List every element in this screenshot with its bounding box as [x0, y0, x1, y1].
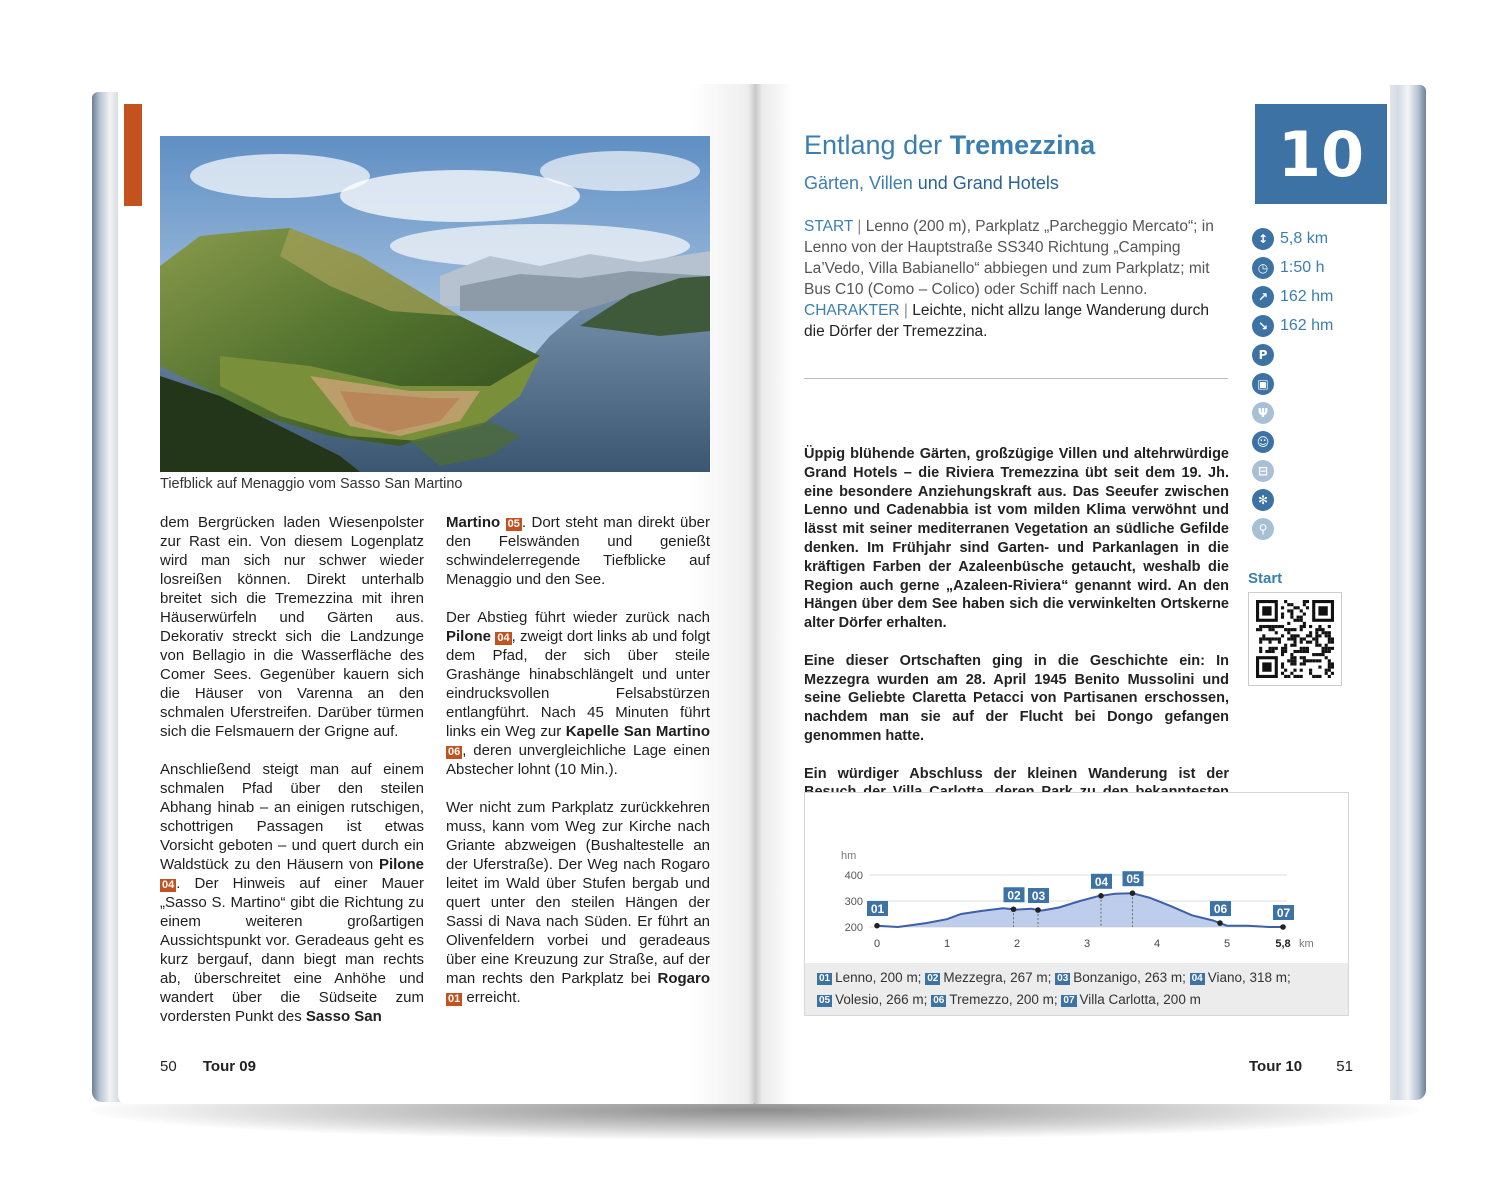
- title-part: Entlang der: [804, 130, 943, 160]
- waypoint-marker: [1098, 893, 1104, 899]
- y-tick-label: 300: [844, 896, 863, 908]
- waypoint-marker: [1130, 890, 1136, 896]
- cablecar-item: [1252, 460, 1274, 482]
- distance-icon: ↕: [1252, 228, 1274, 250]
- paragraph-text: . Der Hinweis auf einer Mauer „Sasso S. Martino“ gibt die Richtung zu einem weiteren großartigen Aussichtspunkt vor. Geradeaus geht es kurz bergauf, dann biegt man rechts ab, überschreitet eine Anhöhe und wandert über die Südseite zum vordersten Punkt des: [160, 875, 424, 1025]
- paragraph: [446, 513, 710, 589]
- duration-item: [1252, 257, 1324, 279]
- bus-item: [1252, 373, 1274, 395]
- parking-icon: P: [1252, 344, 1274, 366]
- legend-badge: 01: [819, 973, 831, 984]
- book-spine: [748, 84, 762, 1104]
- paragraph: dem Bergrücken laden Wiesenpolster zur Rast ein. Von diesem Logenplatz wird man sich nur schwer wieder losreißen können. Direkt unterhalb breitet sich die Tremezzina mit ihren Häuserwürfeln und Gärten aus. Dekorativ streckt sich die Landzunge von Bellagio in die Wasserfläche des Comer Sees. Gegenüber kauern sich die Häuser von Varenna an den schmalen Uferstreifen. Darüber türmen sich die Felsmauern der Grigne auf.: [160, 514, 424, 740]
- waypoint-label: 01: [870, 902, 885, 916]
- place-name: Martino: [446, 514, 501, 531]
- bike-item: [1252, 518, 1274, 540]
- ascent-icon: ↗: [1252, 286, 1274, 308]
- place-name: Pilone: [378, 856, 424, 873]
- waypoint-label: 02: [1007, 888, 1021, 903]
- waypoint-marker: [1011, 906, 1017, 912]
- x-tick-label: 1: [943, 938, 951, 950]
- tour-number-box: 10: [1255, 104, 1387, 204]
- paragraph-text: . Dort steht man direkt über den Felswänden und genießt schwindelerregende Tiefblicke auf Menaggio und den See.: [446, 514, 710, 588]
- cablecar-icon: ⊟: [1252, 460, 1274, 482]
- x-tick-label: 2: [1013, 938, 1021, 950]
- waypoint-label: 04: [1094, 874, 1109, 889]
- waypoint-badge: 04: [497, 632, 510, 644]
- descent-value: 162 hm: [1280, 317, 1334, 334]
- legend-text: Tremezzo, 200 m;: [949, 992, 1058, 1007]
- legend-badge: 03: [1057, 973, 1069, 984]
- paragraph: Ein würdiger Abschluss der kleinen Wanderung ist der: [804, 765, 1229, 782]
- legend-text: Mezzegra, 267 m;: [943, 970, 1052, 985]
- legend-badge: 06: [933, 995, 945, 1006]
- paragraph: Eine dieser Ortschaften ging in die Geschichte ein: In Mezzegra wurden am 28. April 1945 Benito Mussolini und seine Geliebte Claretta Petacci von Partisanen erschossen, nachdem man sie auf der Flucht bei Dongo gefangen genommen hatte.: [804, 652, 1229, 744]
- footer-left: [160, 1058, 256, 1075]
- paragraph-text: erreicht.: [466, 989, 521, 1006]
- y-tick-label: 400: [844, 870, 863, 882]
- x-tick-label: 3: [1083, 938, 1091, 950]
- legend-entry: [1061, 992, 1200, 1007]
- legend-entry: [1190, 970, 1291, 985]
- bike-icon: ⚲: [1252, 518, 1274, 540]
- waypoint-label: 07: [1276, 906, 1291, 920]
- waypoint-label: 06: [1213, 902, 1228, 917]
- kids-icon: ☺: [1252, 431, 1274, 453]
- start-qr-label: Start: [1248, 570, 1283, 587]
- tour-subtitle: [804, 173, 1059, 194]
- paragraph-text: , zweigt dort links ab und folgt dem Pfad, der sich über steile Grashänge hinabschlängelt und unter eindrucksvollen Felsabstürzen entlangführt. Nach 45 Minuten führt links ein Weg zur: [446, 628, 711, 740]
- descent-icon: ↘: [1252, 315, 1274, 337]
- paragraph: [446, 608, 710, 779]
- start-text: Lenno (200 m), Parkplatz „Parcheggio Mercato“; in Lenno von der Hauptstraße SS340 Richtung „Camping La’Vedo, Villa Babianello“ abbiegen und zum Parkplatz; mit Bus C10 (Como – Colico) oder Schiff nach Lenno.: [804, 218, 1214, 298]
- y-tick-label: 200: [844, 922, 863, 934]
- chapter-tab: [124, 104, 142, 206]
- clock-icon: ◷: [1252, 257, 1274, 279]
- footer-tour-label: Tour 09: [202, 1058, 256, 1075]
- waypoint-marker: [1280, 924, 1286, 930]
- descent-item: [1252, 315, 1333, 337]
- x-tick-label: 5: [1223, 938, 1231, 950]
- x-tick-label: 5,8: [1275, 938, 1291, 950]
- bus-icon: ▣: [1252, 373, 1274, 395]
- paragraph: [160, 760, 424, 1026]
- waypoint-label: 03: [1031, 889, 1046, 904]
- lake-photo: [160, 136, 710, 472]
- waypoint-badge: 06: [448, 746, 461, 758]
- paragraph: [446, 798, 710, 1007]
- character-label: CHARAKTER: [804, 302, 900, 319]
- waypoint-label: 05: [1126, 872, 1140, 887]
- subtitle-part: und Grand Hotels: [917, 173, 1059, 193]
- legend-text: Villa Carlotta, 200 m: [1079, 992, 1201, 1007]
- place-name: Kapelle San Martino: [565, 723, 710, 740]
- legend-entry: [931, 992, 1057, 1007]
- page-number: 51: [1336, 1058, 1353, 1075]
- photo-caption: Tiefblick auf Menaggio vom Sasso San Martino: [160, 476, 463, 492]
- winter-item: [1252, 489, 1274, 511]
- book-edge-right: [1386, 85, 1426, 1100]
- separator: |: [903, 302, 908, 319]
- legend-badge: 02: [927, 973, 939, 984]
- waypoint-marker: [874, 923, 880, 929]
- legend-entry: [925, 970, 1051, 985]
- paragraph-text: , deren unvergleichliche Lage einen Abstecher lohnt (10 Min.).: [446, 742, 710, 778]
- kids-item: [1252, 431, 1274, 453]
- divider: [804, 378, 1228, 379]
- legend-entry: [1055, 970, 1186, 985]
- paragraph-text: Wer nicht zum Parkplatz zurückkehren muss, kann vom Weg zur Kirche nach Griante abzweigen (Bushaltestelle an der Uferstraße). Der Weg nach Rogaro leitet im Wald über Stufen bergab und quert unter den steilen Hängen der Sassi di Nava nach Süden. Er führt an Olivenfeldern vorbei und geradeaus über eine Kreuzung zur Straße, auf der man rechts den Parkplatz bei: [446, 799, 710, 987]
- distance-value: 5,8 km: [1280, 230, 1329, 247]
- qr-code[interactable]: [1248, 592, 1342, 686]
- legend-text: Viano, 318 m;: [1207, 970, 1291, 985]
- tour-info: [804, 216, 1228, 342]
- x-tick-label: 0: [873, 938, 881, 950]
- waypoint-badge: 04: [162, 879, 175, 891]
- y-axis-label: hm: [841, 850, 857, 862]
- duration-value: 1:50 h: [1280, 259, 1325, 276]
- parking-item: [1252, 344, 1274, 366]
- place-name: Sasso San: [305, 1008, 382, 1025]
- page-number: 50: [160, 1058, 177, 1075]
- ascent-item: [1252, 286, 1333, 308]
- left-column-1: [160, 513, 424, 1026]
- left-column-2: [446, 513, 710, 1007]
- place-name: Pilone: [446, 628, 492, 645]
- title-part: Tremezzina: [949, 130, 1096, 160]
- x-tick-label: 4: [1153, 938, 1161, 950]
- legend-badge: 04: [1191, 973, 1203, 984]
- character-text: Leichte, nicht allzu lange Wanderung durch die Dörfer der Tremezzina.: [804, 302, 1209, 340]
- elevation-profile: [804, 792, 1349, 1016]
- right-text: [804, 445, 1229, 821]
- legend-entry: [817, 970, 921, 985]
- qr-code-graphic: [1256, 600, 1334, 678]
- subtitle-part: Gärten, Villen: [804, 173, 913, 193]
- place-name: Rogaro: [657, 970, 710, 987]
- restaurant-icon: Ψ: [1252, 402, 1274, 424]
- lake-photo-illustration: [160, 136, 710, 472]
- separator: |: [857, 218, 862, 235]
- legend-badge: 05: [819, 995, 831, 1006]
- elevation-chart: [805, 793, 1348, 963]
- waypoint-marker: [1035, 907, 1041, 913]
- start-label: START: [804, 218, 854, 235]
- ascent-value: 162 hm: [1280, 288, 1334, 305]
- legend-text: Lenno, 200 m;: [835, 970, 922, 985]
- paragraph-text: Anschließend steigt man auf einem schmalen Pfad über den steilen Abhang hinab – an einigen rutschigen, schottrigen Passagen ist etwas Vorsicht geboten – und quert durch ein Waldstück zu den Häusern von: [160, 761, 424, 873]
- legend-entry: [817, 992, 927, 1007]
- restaurant-item: [1252, 402, 1274, 424]
- x-axis-label: km: [1299, 938, 1314, 950]
- waypoint-badge: 05: [507, 518, 520, 530]
- waypoint-badge: 01: [448, 993, 461, 1005]
- tour-title: [804, 130, 1095, 161]
- footer-right: [1249, 1058, 1353, 1075]
- paragraph: Üppig blühende Gärten, großzügige Villen und altehrwürdige Grand Hotels – die Riviera Tremezzina übt seit dem 19. Jh. eine besondere Anziehungskraft aus. Das Seeufer zwischen Lenno und Cadenabbia ist vom milden Klima verwöhnt und lässt mit seiner mediterranen Vegetation an südliche Gefilde denken. Im Frühjahr sind Garten- und Parkanlagen in die kräftigen Farben der Azaleenbüsche getaucht, weshalb die Region auch gerne „Azaleen-Riviera“ genannt wird. An den Hängen über dem See haben sich die verwinkelten Ortskerne alter Dörfer erhalten.: [804, 446, 1229, 632]
- distance-item: [1252, 228, 1328, 250]
- winter-icon: ✻: [1252, 489, 1274, 511]
- waypoint-marker: [1217, 920, 1223, 926]
- footer-tour-label: Tour 10: [1249, 1058, 1303, 1075]
- legend-badge: 07: [1063, 995, 1075, 1006]
- paragraph-text: Der Abstieg führt wieder zurück nach: [446, 609, 710, 626]
- waypoint-legend: [805, 963, 1348, 1015]
- legend-text: Volesio, 266 m;: [835, 992, 928, 1007]
- legend-text: Bonzanigo, 263 m;: [1073, 970, 1186, 985]
